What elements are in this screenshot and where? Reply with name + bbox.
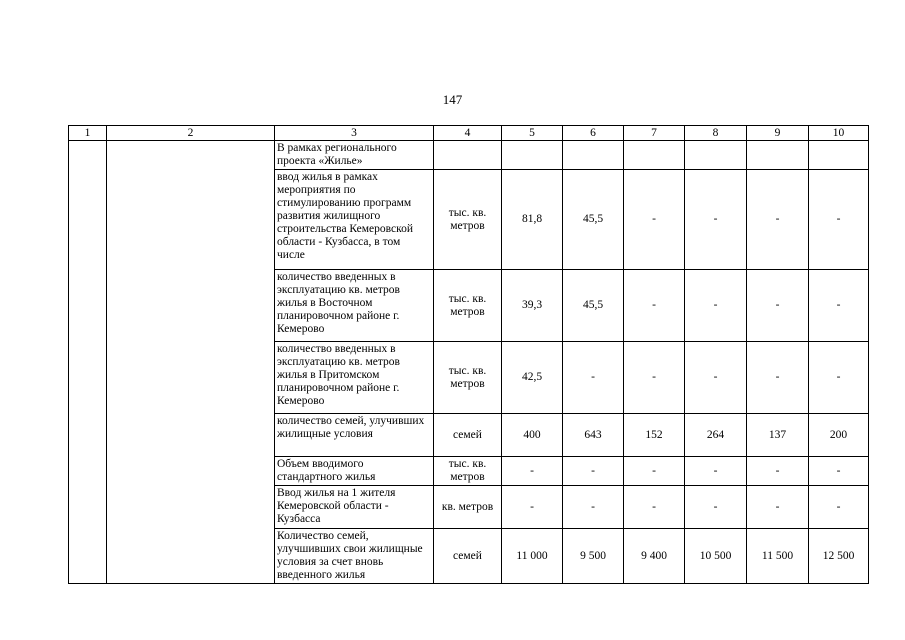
page-number: 147 bbox=[442, 92, 463, 107]
value-cell: 10 500 bbox=[685, 529, 747, 584]
value-cell: 12 500 bbox=[809, 529, 869, 584]
column-number: 8 bbox=[685, 126, 747, 141]
column-number-row bbox=[69, 126, 869, 141]
indicator-name: количество введенных в эксплуатацию кв. метров жилья в Притомском планировочном районе г. Кемерово bbox=[275, 342, 434, 414]
value-cell: - bbox=[685, 342, 747, 414]
value-cell: 81,8 bbox=[502, 170, 563, 270]
value-cell bbox=[809, 141, 869, 170]
unit-cell: тыс. кв. метров bbox=[434, 457, 502, 486]
value-cell bbox=[747, 141, 809, 170]
unit-cell: кв. метров bbox=[434, 486, 502, 529]
value-cell: - bbox=[624, 170, 685, 270]
value-cell: - bbox=[624, 486, 685, 529]
value-cell: - bbox=[809, 342, 869, 414]
unit-cell: семей bbox=[434, 529, 502, 584]
value-cell: - bbox=[624, 457, 685, 486]
section-cell bbox=[107, 141, 275, 584]
value-cell: - bbox=[624, 270, 685, 342]
indicator-table bbox=[68, 125, 869, 584]
unit-cell: тыс. кв. метров bbox=[434, 342, 502, 414]
indicator-name: количество семей, улучивших жилищные условия bbox=[275, 414, 434, 457]
table-row bbox=[69, 141, 869, 170]
value-cell: - bbox=[809, 270, 869, 342]
value-cell: 11 500 bbox=[747, 529, 809, 584]
value-cell: 137 bbox=[747, 414, 809, 457]
unit-cell: тыс. кв. метров bbox=[434, 270, 502, 342]
value-cell: - bbox=[563, 342, 624, 414]
value-cell bbox=[624, 141, 685, 170]
value-cell: - bbox=[809, 170, 869, 270]
value-cell: - bbox=[502, 457, 563, 486]
value-cell: 45,5 bbox=[563, 270, 624, 342]
value-cell: - bbox=[685, 486, 747, 529]
value-cell: 45,5 bbox=[563, 170, 624, 270]
column-number: 5 bbox=[502, 126, 563, 141]
value-cell: 152 bbox=[624, 414, 685, 457]
indicator-name: Ввод жилья на 1 жителя Кемеровской области - Кузбасса bbox=[275, 486, 434, 529]
value-cell: 264 bbox=[685, 414, 747, 457]
value-cell: - bbox=[809, 486, 869, 529]
indicator-name: количество введенных в эксплуатацию кв. метров жилья в Восточном планировочном районе г. Кемерово bbox=[275, 270, 434, 342]
value-cell: 42,5 bbox=[502, 342, 563, 414]
column-number: 1 bbox=[69, 126, 107, 141]
value-cell: - bbox=[685, 270, 747, 342]
column-number: 2 bbox=[107, 126, 275, 141]
value-cell bbox=[502, 141, 563, 170]
column-number: 3 bbox=[275, 126, 434, 141]
column-number: 9 bbox=[747, 126, 809, 141]
value-cell: - bbox=[563, 457, 624, 486]
value-cell: - bbox=[502, 486, 563, 529]
value-cell: 9 500 bbox=[563, 529, 624, 584]
value-cell bbox=[563, 141, 624, 170]
indicator-name: ввод жилья в рамках мероприятия по стимулированию программ развития жилищного строительства Кемеровской области - Кузбасса, в том числе bbox=[275, 170, 434, 270]
unit-cell: тыс. кв. метров bbox=[434, 170, 502, 270]
value-cell: - bbox=[685, 457, 747, 486]
unit-cell: семей bbox=[434, 414, 502, 457]
unit-cell bbox=[434, 141, 502, 170]
indicator-name: В рамках регионального проекта «Жилье» bbox=[275, 141, 434, 170]
row-number-cell bbox=[69, 141, 107, 584]
column-number: 6 bbox=[563, 126, 624, 141]
indicator-name: Количество семей, улучшивших свои жилищные условия за счет вновь введенного жилья bbox=[275, 529, 434, 584]
value-cell: 200 bbox=[809, 414, 869, 457]
value-cell: - bbox=[685, 170, 747, 270]
value-cell: - bbox=[747, 457, 809, 486]
value-cell: 11 000 bbox=[502, 529, 563, 584]
value-cell: - bbox=[809, 457, 869, 486]
value-cell: - bbox=[563, 486, 624, 529]
value-cell: - bbox=[747, 342, 809, 414]
value-cell: - bbox=[747, 270, 809, 342]
column-number: 10 bbox=[809, 126, 869, 141]
indicator-name: Объем вводимого стандартного жилья bbox=[275, 457, 434, 486]
value-cell: 9 400 bbox=[624, 529, 685, 584]
value-cell: 39,3 bbox=[502, 270, 563, 342]
value-cell: - bbox=[747, 170, 809, 270]
value-cell bbox=[685, 141, 747, 170]
value-cell: - bbox=[624, 342, 685, 414]
column-number: 4 bbox=[434, 126, 502, 141]
value-cell: - bbox=[747, 486, 809, 529]
value-cell: 643 bbox=[563, 414, 624, 457]
value-cell: 400 bbox=[502, 414, 563, 457]
column-number: 7 bbox=[624, 126, 685, 141]
